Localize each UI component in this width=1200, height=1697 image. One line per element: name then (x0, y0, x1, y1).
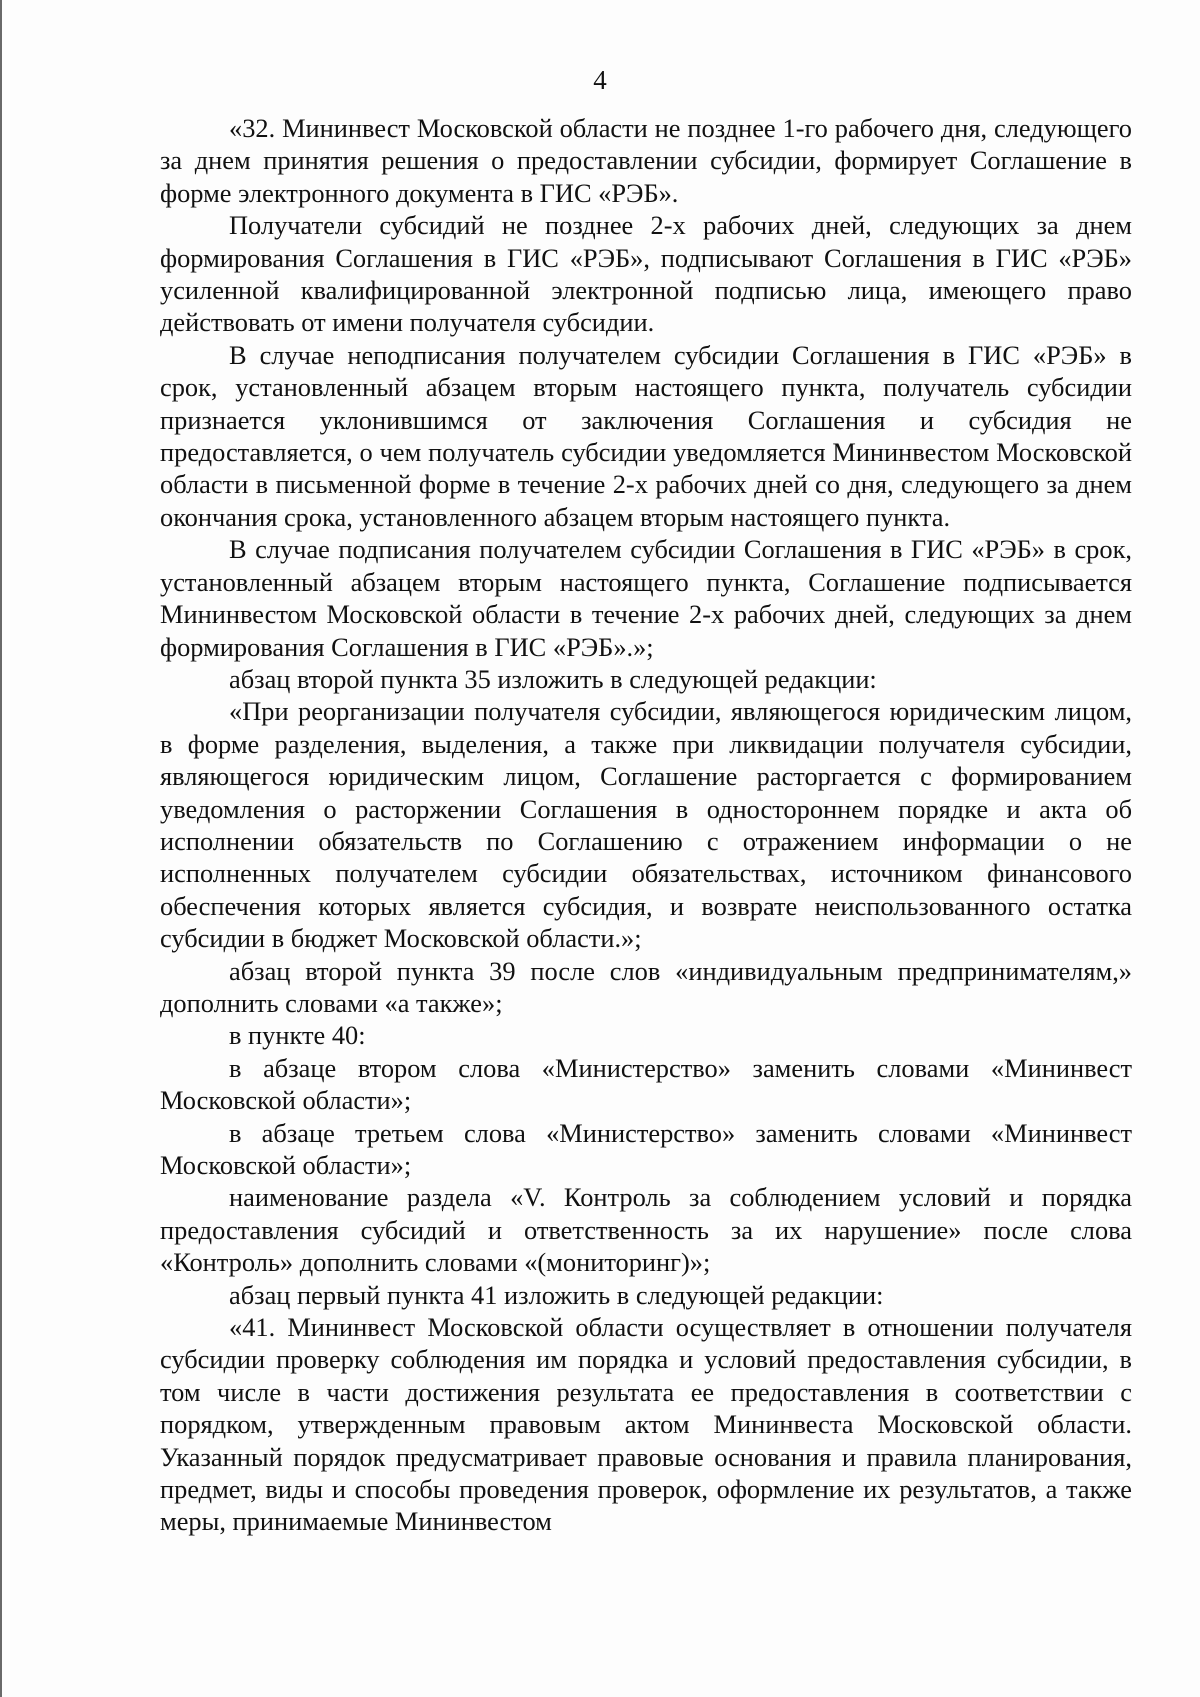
paragraph-signing-deadline: Получатели субсидий не позднее 2-х рабочих дней, следующих за днем формирования Соглашения в ГИС «РЭБ», подписывают Соглашения в ГИС «РЭБ» усиленной квалифицированной электронной подписью лица, имеющего право действовать от имени получателя субсидии. (160, 210, 1132, 338)
document-body (160, 112, 1132, 1538)
paragraph-signing: В случае подписания получателем субсидии Соглашения в ГИС «РЭБ» в срок, установленный абзацем вторым настоящего пункта, Соглашение подписывается Мининвестом Московской области в течение 2-х рабочих дней, следующих за днем формирования Соглашения в ГИС «РЭБ».»; (160, 534, 1132, 662)
paragraph-point-35-intro: абзац второй пункта 35 изложить в следующей редакции: (229, 663, 877, 694)
page-edge-shadow (0, 0, 2, 1697)
paragraph-point-40-third: в абзаце третьем слова «Министерство» заменить словами «Мининвест Московской области»; (160, 1117, 1132, 1180)
paragraph-section-v-title: наименование раздела «V. Контроль за соблюдением условий и порядка предоставления субсидий и ответственность за их нарушение» после слова «Контроль» дополнить словами «(мониторинг)»; (160, 1182, 1132, 1278)
paragraph-32: «32. Мининвест Московской области не позднее 1-го рабочего дня, следующего за днем принятия решения о предоставлении субсидии, формирует Соглашение в форме электронного документа в ГИС «РЭБ». (160, 113, 1132, 208)
paragraph-point-40-second: в абзаце втором слова «Министерство» заменить словами «Мининвест Московской области»; (160, 1052, 1132, 1116)
paragraph-point-41-intro: абзац первый пункта 41 изложить в следующей редакции: (229, 1279, 884, 1310)
page-number: 4 (593, 65, 607, 95)
paragraph-reorganization: «При реорганизации получателя субсидии, являющегося юридическим лицом, в форме разделения, выделения, а также при ликвидации получателя субсидии, являющегося юридическим лицом, Соглашение расторгается с формированием уведомления о расторжении Соглашения в одностороннем порядке и акта об исполнении обязательств по Соглашению с отражением информации о не исполненных получателем субсидии обязательствах, источником финансового обеспечения которых является субсидия, и возврате неиспользованного остатка субсидии в бюджет Московской области.»; (160, 696, 1132, 954)
paragraph-point-40-intro: в пункте 40: (229, 1020, 366, 1051)
paragraph-point-41: «41. Мининвест Московской области осуществляет в отношении получателя субсидии проверку соблюдения им порядка и условий предоставления субсидии, в том числе в части достижения результата ее предоставления в соответствии с порядком, утвержденным правовым актом Мининвеста Московской области. Указанный порядок предусматривает правовые основания и правила планирования, предмет, виды и способы проведения проверок, оформление их результатов, а также меры, принимаемые Мининвестом (160, 1312, 1132, 1537)
paragraph-point-39: абзац второй пункта 39 после слов «индивидуальным предпринимателям,» дополнить словами «а также»; (160, 955, 1132, 1018)
paragraph-non-signing: В случае неподписания получателем субсидии Соглашения в ГИС «РЭБ» в срок, установленный абзацем вторым настоящего пункта, получатель субсидии признается уклонившимся от заключения Соглашения и субсидия не предоставляется, о чем получатель субсидии уведомляется Мининвестом Московской области в письменной форме в течение 2-х рабочих дней со дня, следующего за днем окончания срока, установленного абзацем вторым настоящего пункта. (160, 339, 1132, 532)
